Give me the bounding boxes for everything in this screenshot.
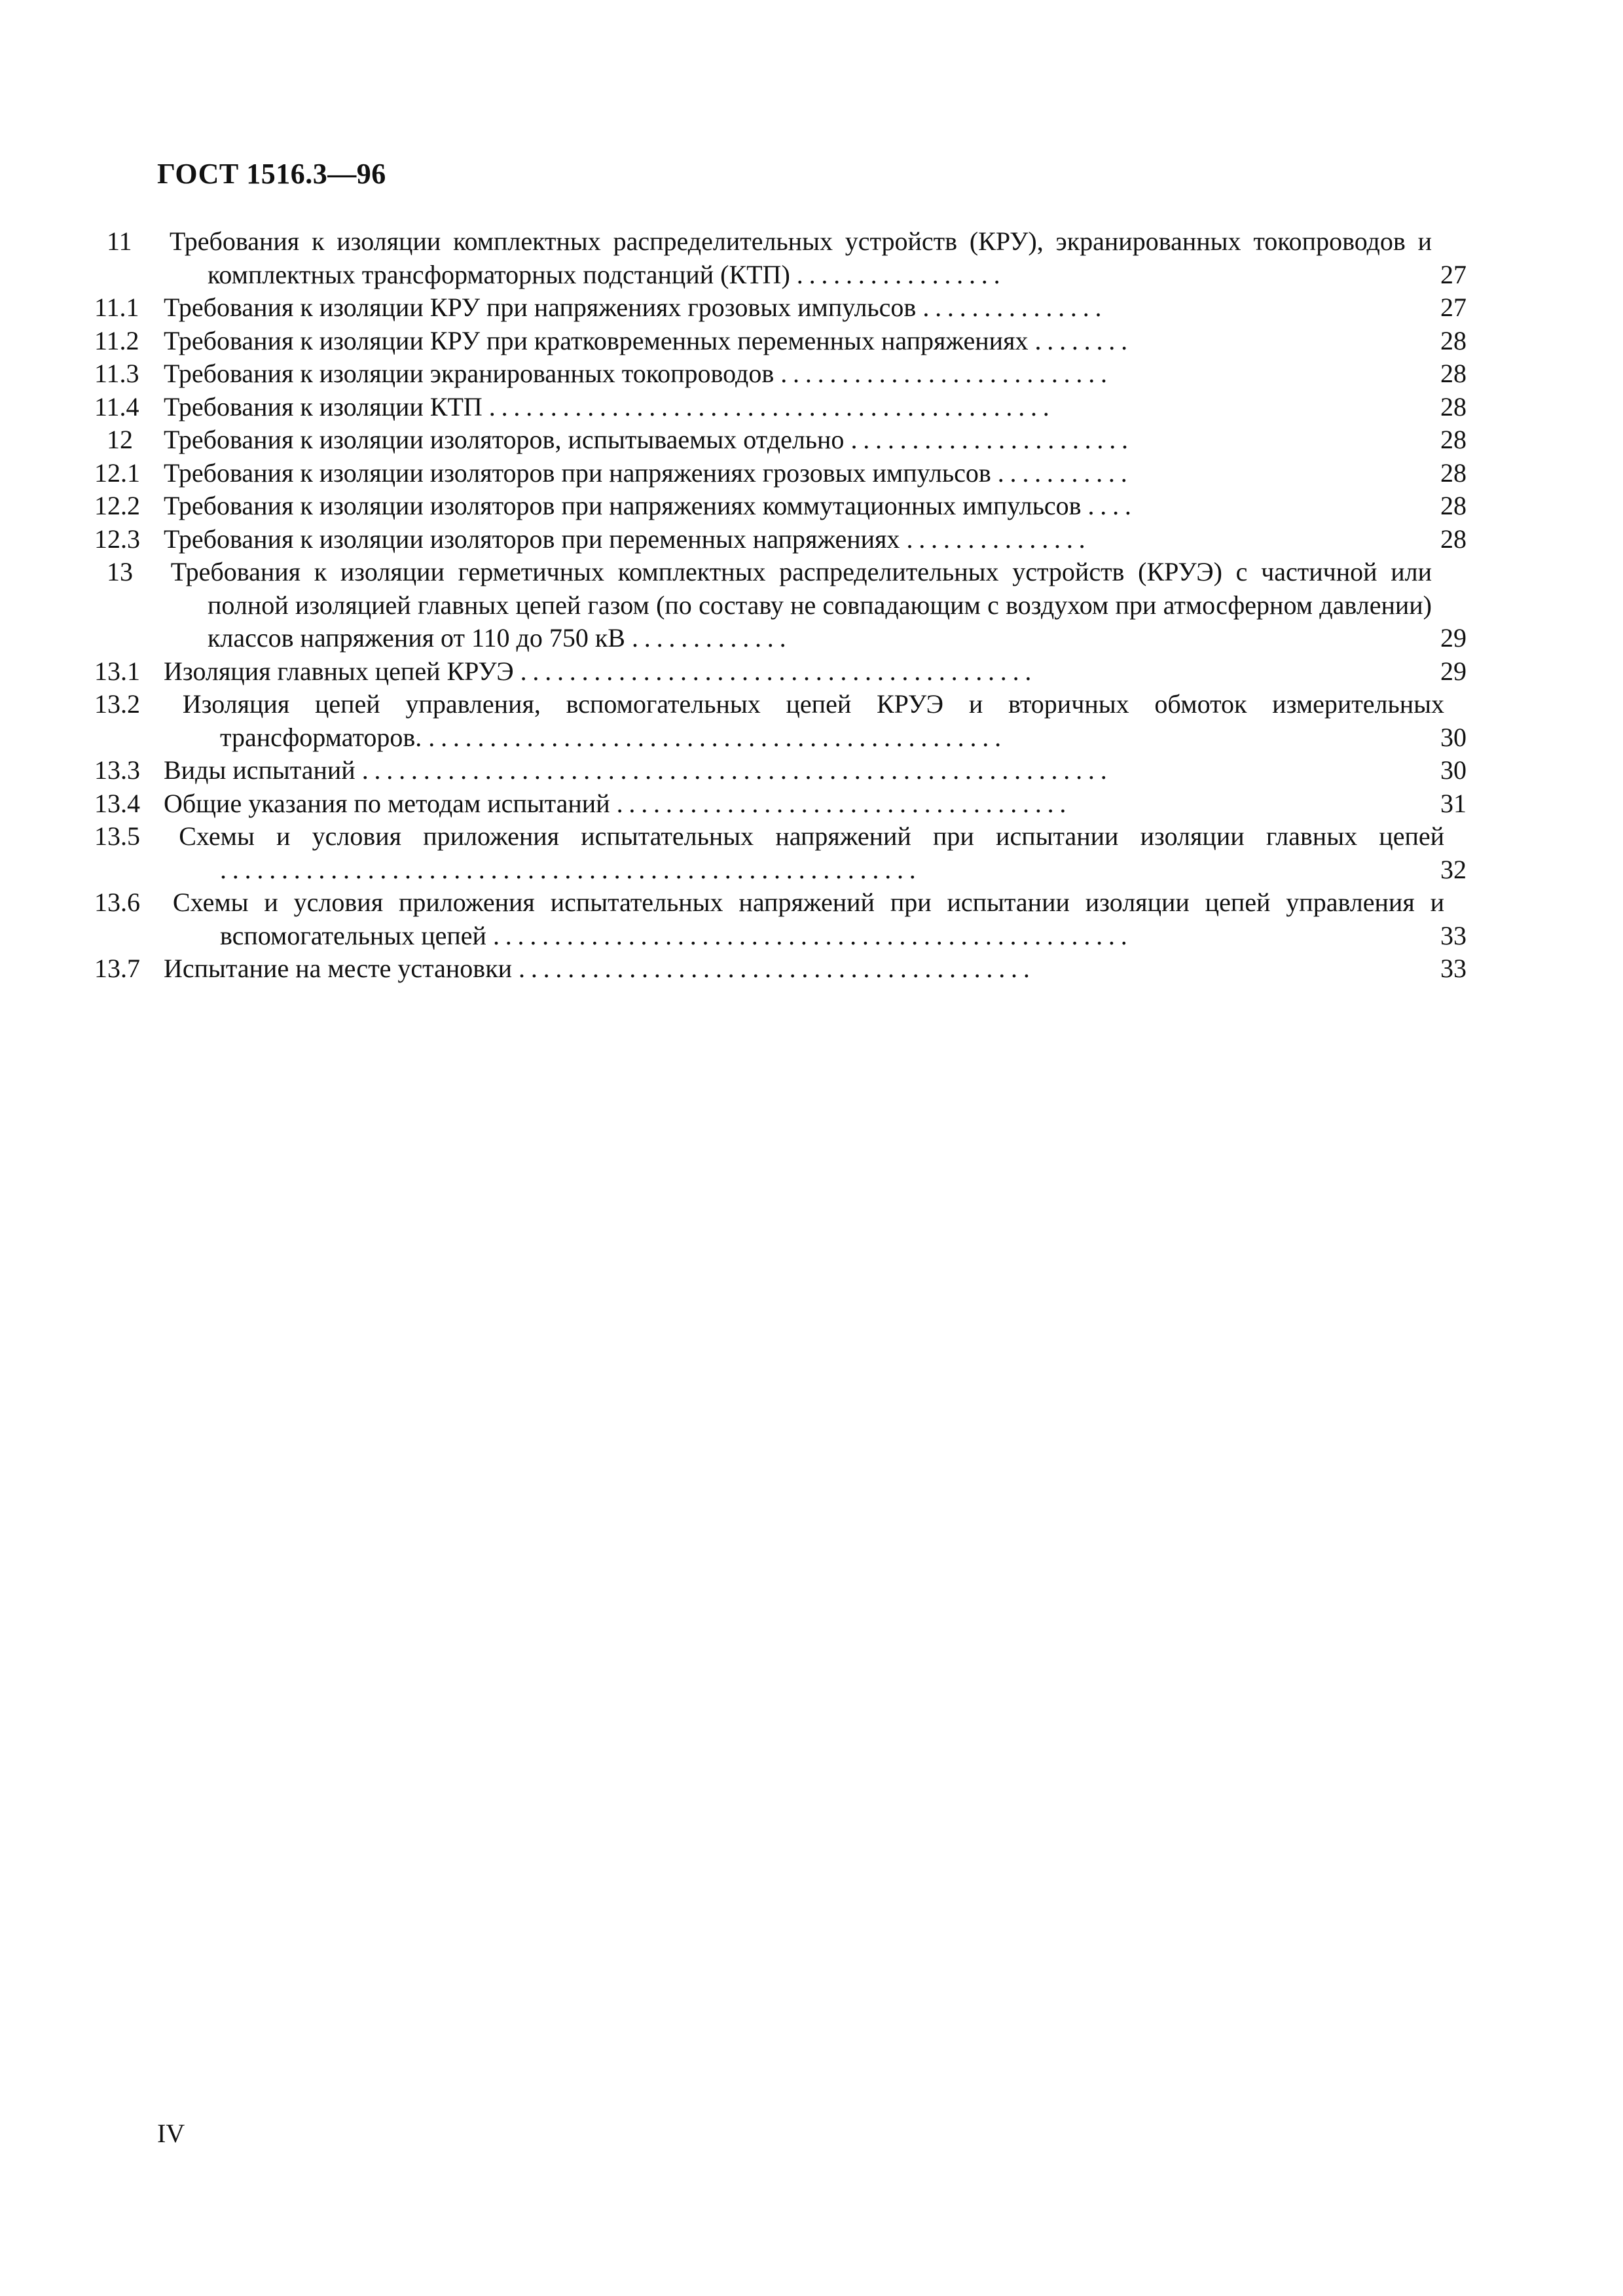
toc-entry[interactable]: 11.1 Требования к изоляции КРУ при напряжениях грозовых импульсов ............... 27 — [157, 291, 1467, 325]
dot-leader: ......................................................... — [220, 854, 922, 884]
toc-entry[interactable]: 12.2 Требования к изоляции изоляторов при напряжениях коммутационных импульсов .... 28 — [157, 490, 1467, 523]
toc-entry-title: Требования к изоляции герметичных комплектных распределительных устройств (КРУЭ) с частичной или полной изоляцией главных цепей газом (по составу не совпадающим с воздухом при атмосферном давлении) классов напряжения от 110 до 750 кВ — [170, 557, 1432, 653]
toc-entry-title: Требования к изоляции комплектных распределительных устройств (КРУ), экранированных токопроводов и комплектных трансформаторных подстанций (КТП) — [169, 226, 1432, 289]
toc-entry-page: 29 — [1440, 656, 1467, 686]
toc-entry-page: 30 — [1440, 722, 1467, 752]
toc-entry-page: 28 — [1440, 491, 1467, 520]
toc-entry-page: 32 — [1440, 854, 1467, 884]
toc-entry-title: Требования к изоляции КРУ при напряжениях грозовых импульсов — [164, 293, 917, 322]
toc-entry[interactable]: 11.2 Требования к изоляции КРУ при кратковременных переменных напряжениях ........ 28 — [157, 325, 1467, 358]
toc-entry-page: 28 — [1440, 391, 1467, 422]
toc-entry-page: 28 — [1440, 325, 1467, 355]
toc-entry-page: 33 — [1440, 954, 1467, 983]
toc-entry[interactable]: 13.3 Виды испытаний ............................................................. 30 — [157, 754, 1467, 787]
toc-entry-title: Испытание на месте установки — [164, 954, 513, 983]
toc-entry[interactable]: 11.4 Требования к изоляции КТП .............................................. 28 — [157, 391, 1467, 424]
toc-entry[interactable]: 13 Требования к изоляции герметичных комплектных распределительных устройств (КРУЭ) с частичной или полной изоляцией главных цепей газом (по составу не совпадающим с воздухом при атмосферном давлении) классов напряжения от 110 до 750 кВ ............. 29 — [157, 556, 1467, 655]
page-number: IV — [157, 2119, 185, 2148]
dot-leader: ............................................... — [428, 722, 1007, 752]
dot-leader: ............... — [922, 293, 1108, 322]
toc-entry-title: Требования к изоляции изоляторов при напряжениях грозовых импульсов — [164, 457, 991, 488]
toc-entry[interactable]: 13.2 Изоляция цепей управления, вспомогательных цепей КРУЭ и вторичных обмоток измерительных трансформаторов. ............................................... 30 — [157, 688, 1467, 754]
toc-entry-page: 30 — [1440, 755, 1467, 785]
toc-entry[interactable]: 13.5 Схемы и условия приложения испытательных напряжений при испытании изоляции главных цепей ......................................................... 32 — [157, 820, 1467, 886]
dot-leader: .............................................. — [488, 391, 1055, 422]
dot-leader: ..................................... — [616, 788, 1072, 818]
dot-leader: ........................... — [780, 359, 1113, 388]
toc-entry[interactable]: 13.6 Схемы и условия приложения испытательных напряжений при испытании изоляции цепей управления и вспомогательных цепей .................................................... 33 — [157, 886, 1467, 952]
toc-entry[interactable]: 12.1 Требования к изоляции изоляторов при напряжениях грозовых импульсов ........... 28 — [157, 457, 1467, 490]
toc-entry[interactable]: 13.4 Общие указания по методам испытаний ..................................... 31 — [157, 787, 1467, 821]
dot-leader: ............. — [632, 623, 792, 653]
toc-entry-page: 28 — [1440, 359, 1467, 388]
dot-leader: ............... — [906, 524, 1091, 554]
dot-leader: ............................................................. — [361, 755, 1113, 785]
dot-leader: ........... — [997, 457, 1133, 488]
table-of-contents — [94, 225, 1467, 986]
toc-entry-title: Изоляция цепей управления, вспомогательных цепей КРУЭ и вторичных обмоток измерительных трансформаторов. — [182, 689, 1445, 752]
toc-entry-page: 27 — [1440, 293, 1467, 322]
toc-entry-page: 29 — [1440, 623, 1467, 653]
dot-leader: ................. — [796, 259, 1006, 289]
toc-entry-page: 28 — [1440, 457, 1467, 488]
dot-leader: ....................... — [850, 425, 1134, 454]
toc-entry-title: Изоляция главных цепей КРУЭ — [164, 656, 514, 686]
dot-leader: ........ — [1034, 325, 1133, 355]
toc-entry[interactable]: 13.7 Испытание на месте установки .......................................... 33 — [157, 952, 1467, 986]
toc-entry-title: Схемы и условия приложения испытательных напряжений при испытании изоляции главных цепей — [179, 821, 1445, 851]
toc-entry-title: Схемы и условия приложения испытательных напряжений при испытании изоляции цепей управления и вспомогательных цепей — [172, 888, 1445, 950]
toc-entry[interactable]: 13.1 Изоляция главных цепей КРУЭ .......................................... 29 — [157, 655, 1467, 689]
toc-entry-title: Требования к изоляции КРУ при кратковременных переменных напряжениях — [164, 325, 1029, 355]
dot-leader: .................................................... — [492, 920, 1133, 950]
dot-leader: .... — [1087, 491, 1137, 520]
toc-entry-title: Требования к изоляции изоляторов при переменных напряжениях — [164, 524, 900, 554]
toc-entry-page: 31 — [1440, 788, 1467, 818]
toc-entry-title: Требования к изоляции КТП — [164, 391, 483, 422]
toc-entry[interactable]: 11 Требования к изоляции комплектных распределительных устройств (КРУ), экранированных токопроводов и комплектных трансформаторных подстанций (КТП) ................. 27 — [157, 225, 1467, 291]
toc-entry-title: Требования к изоляции изоляторов при напряжениях коммутационных импульсов — [164, 491, 1082, 520]
dot-leader: .......................................... — [519, 954, 1036, 983]
toc-entry[interactable]: 11.3 Требования к изоляции экранированных токопроводов ........................... 28 — [157, 357, 1467, 391]
toc-entry[interactable]: 12 Требования к изоляции изоляторов, испытываемых отдельно ....................... 28 — [157, 423, 1467, 457]
toc-entry-page: 28 — [1440, 524, 1467, 554]
document-header: ГОСТ 1516.3—96 — [157, 158, 386, 190]
toc-entry-page: 33 — [1440, 920, 1467, 950]
toc-entry-title: Требования к изоляции изоляторов, испытываемых отдельно — [164, 425, 845, 454]
toc-entry-title: Общие указания по методам испытаний — [164, 788, 610, 818]
toc-entry-page: 27 — [1440, 259, 1467, 289]
toc-entry-title: Требования к изоляции экранированных токопроводов — [164, 359, 775, 388]
toc-entry[interactable]: 12.3 Требования к изоляции изоляторов при переменных напряжениях ............... 28 — [157, 523, 1467, 556]
dot-leader: .......................................... — [520, 656, 1038, 686]
toc-entry-page: 28 — [1440, 425, 1467, 454]
toc-entry-title: Виды испытаний — [164, 755, 356, 785]
